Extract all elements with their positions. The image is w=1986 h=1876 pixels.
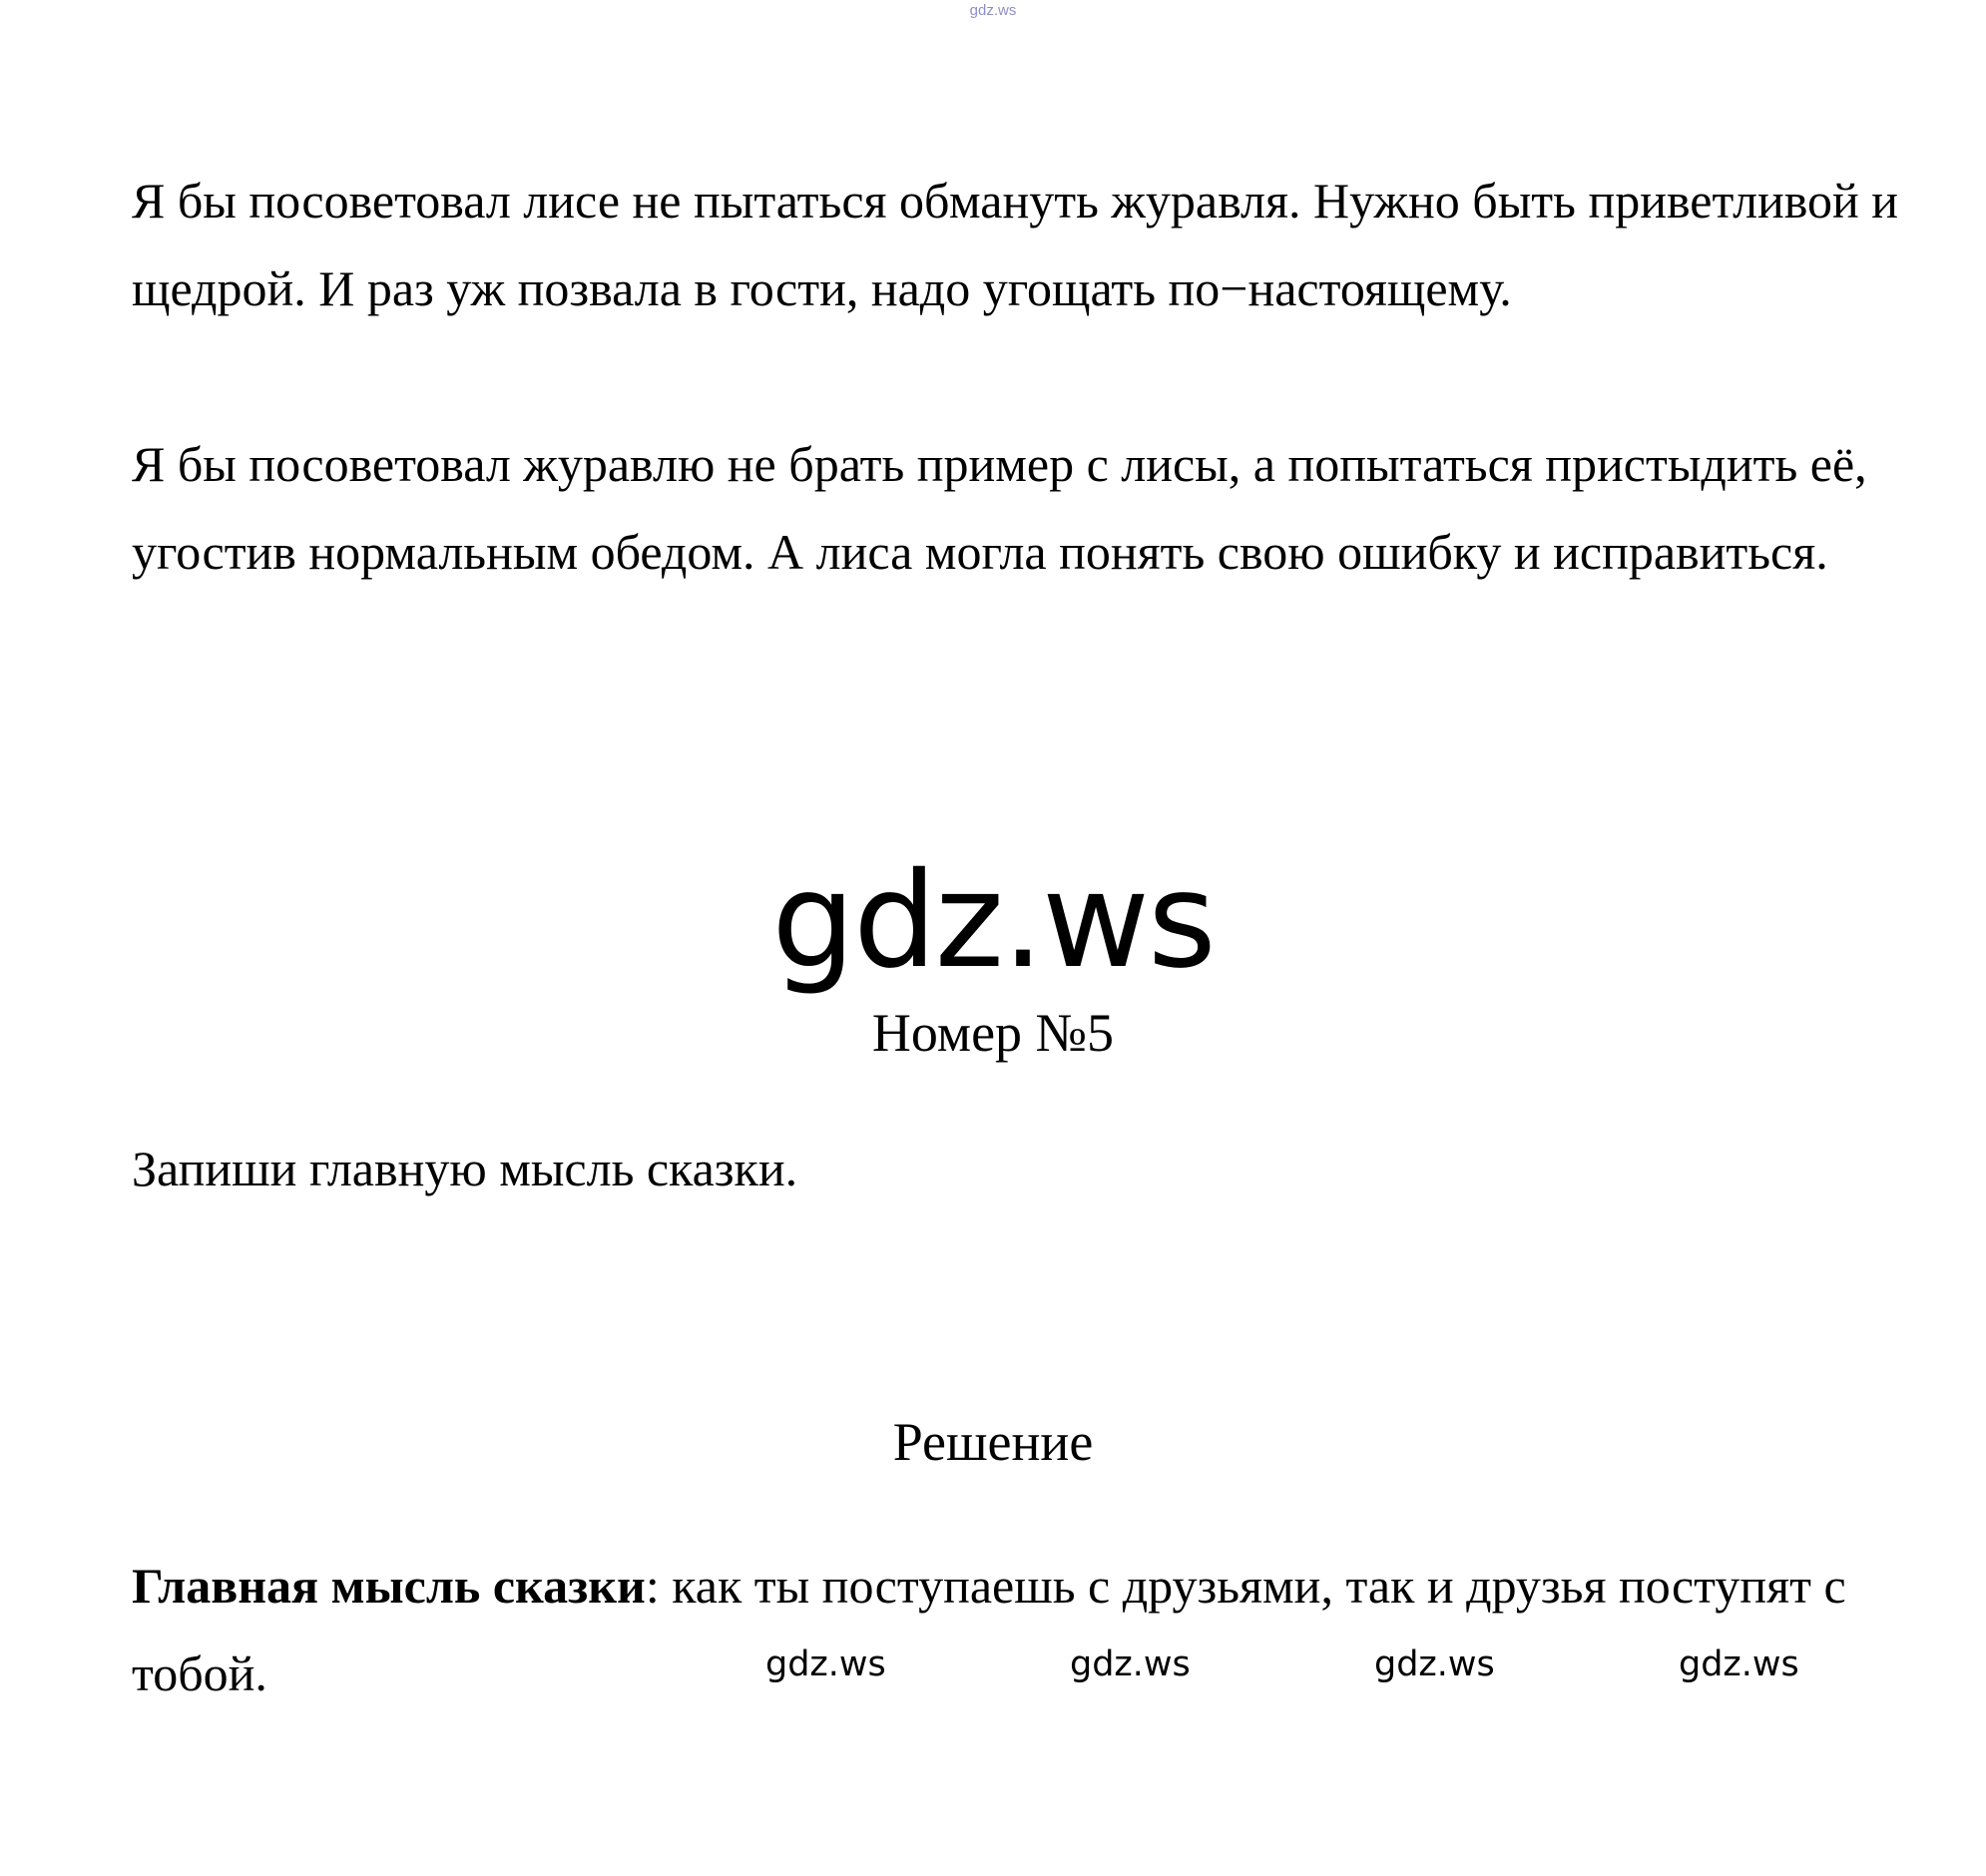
site-logo: gdz.ws	[771, 844, 1215, 998]
task-number: Номер №5	[871, 1003, 1115, 1063]
bottom-watermark: gdz.ws	[1070, 1644, 1191, 1684]
answer-paragraph-crane: Я бы посоветовал журавлю не брать пример с лисы, а попытаться пристыдить её, угостив нормальным обедом. А лиса могла понять свою ошибку и исправиться.	[132, 436, 1867, 580]
answer-paragraph-fox: Я бы посоветовал лисе не пытаться обмануть журавля. Нужно быть приветливой и щедрой. И раз уж позвала в гости, надо угощать по−настоящему.	[132, 173, 1899, 316]
solution-body: : как ты поступаешь с друзьями, так и друзья поступят с тобой.	[132, 1558, 1846, 1701]
bottom-watermark: gdz.ws	[1679, 1644, 1799, 1684]
solution-heading: Решение	[892, 1412, 1094, 1472]
bottom-watermark: gdz.ws	[1374, 1644, 1495, 1684]
solution-bold-label: Главная мысль сказки	[132, 1558, 646, 1614]
top-watermark: gdz.ws	[969, 2, 1017, 19]
solution-text	[132, 1542, 1908, 1717]
bottom-watermark: gdz.ws	[765, 1644, 886, 1684]
task-text: Запиши главную мысль сказки.	[132, 1141, 798, 1196]
